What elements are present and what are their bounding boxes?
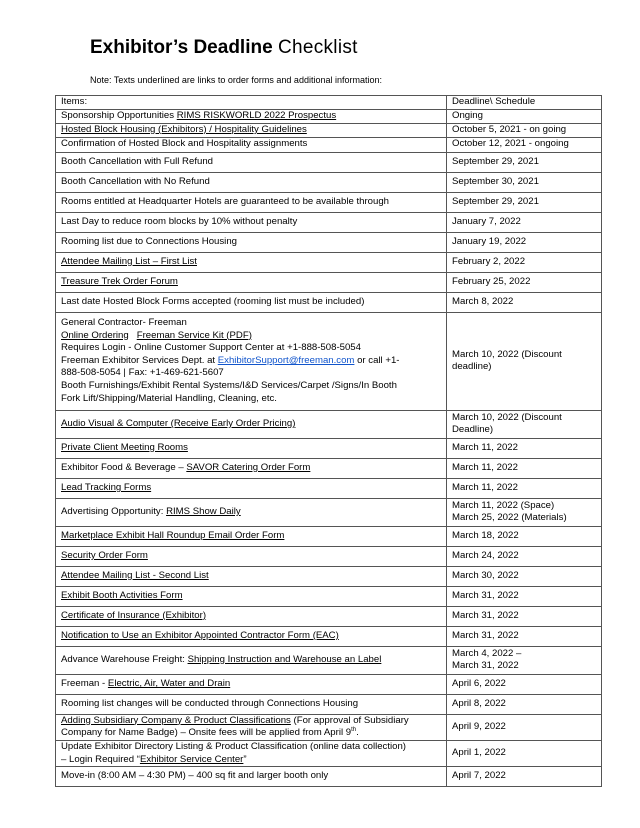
order-form-link[interactable]: Exhibit Booth Activities Form	[61, 589, 183, 601]
order-form-link[interactable]: Electric, Air, Water and Drain	[107, 677, 231, 689]
table-row-freeman	[56, 312, 602, 410]
item-cell: Freeman - Electric, Air, Water and Drain	[56, 674, 447, 694]
note-text: Note: Texts underlined are links to order forms and additional information:	[90, 75, 382, 85]
deadline-cell: March 24, 2022	[447, 546, 602, 566]
deadline-cell: March 31, 2022	[447, 626, 602, 646]
deadline-table	[55, 95, 602, 787]
order-form-link[interactable]: SAVOR Catering Order Form	[186, 461, 311, 473]
deadline-cell: April 8, 2022	[447, 694, 602, 714]
table-row	[56, 546, 602, 566]
item-cell	[56, 566, 447, 586]
deadline-cell: September 29, 2021	[447, 152, 602, 172]
freeman-line5: 888-508-5054 | Fax: +1-469-621-5607	[61, 367, 224, 379]
freeman-date: March 10, 2022 (Discount deadline)	[447, 312, 602, 410]
item-cell	[56, 272, 447, 292]
deadline-cell: February 25, 2022	[447, 272, 602, 292]
table-row	[56, 123, 602, 137]
deadline-cell: January 7, 2022	[447, 212, 602, 232]
table-row-subsidiary: Adding Subsidiary Company & Product Classifications (For approval of Subsidiary Company for Name Badge) – Onsite fees will be applied from April 9th. April 9, 2022	[56, 714, 602, 740]
item-cell	[56, 546, 447, 566]
warehouse-label: Advance Warehouse Freight:	[61, 653, 188, 665]
table-row	[56, 606, 602, 626]
order-form-link[interactable]: RIMS RISKWORLD 2022 Prospectus	[176, 109, 337, 121]
deadline-cell: March 18, 2022	[447, 526, 602, 546]
table-row	[56, 586, 602, 606]
deadline-cell: April 6, 2022	[447, 674, 602, 694]
deadline-cell: March 11, 2022	[447, 438, 602, 458]
table-row	[56, 212, 602, 232]
order-form-link[interactable]: Treasure Trek Order Forum	[61, 275, 178, 287]
deadline-cell: September 29, 2021	[447, 192, 602, 212]
table-row	[56, 458, 602, 478]
item-cell: Rooming list due to Connections Housing	[56, 232, 447, 252]
item-cell: Rooms entitled at Headquarter Hotels are guaranteed to be available through	[56, 192, 447, 212]
subsidiary-date: April 9, 2022	[447, 714, 602, 740]
shipping-instruction-link[interactable]: Shipping Instruction and Warehouse an Label	[187, 653, 382, 665]
item-cell: Booth Cancellation with No Refund	[56, 172, 447, 192]
deadline-cell: September 30, 2021	[447, 172, 602, 192]
directory-date: April 1, 2022	[447, 740, 602, 766]
av-link[interactable]: Audio Visual & Computer (Receive Early Order Pricing)	[61, 417, 296, 429]
header-deadline: Deadline\ Schedule	[447, 96, 602, 110]
advertising-date: March 11, 2022 (Space) March 25, 2022 (Materials)	[447, 498, 602, 526]
show-daily-link[interactable]: RIMS Show Daily	[166, 505, 241, 517]
freeman-line7: Fork Lift/Shipping/Material Handling, Cleaning, etc.	[61, 392, 277, 404]
order-form-link[interactable]: Security Order Form	[61, 549, 148, 561]
table-row	[56, 526, 602, 546]
order-form-link[interactable]: Private Client Meeting Rooms	[61, 441, 188, 453]
freeman-email-link[interactable]: ExhibitorSupport@freeman.com	[217, 354, 355, 366]
item-cell	[56, 606, 447, 626]
freeman-line3: Requires Login - Online Customer Support Center at +1-888-508-5054	[61, 342, 361, 354]
table-row-av	[56, 410, 602, 438]
item-cell: Exhibitor Food & Beverage – SAVOR Catering Order Form	[56, 458, 447, 478]
item-cell: Sponsorship Opportunities RIMS RISKWORLD 2022 Prospectus	[56, 109, 447, 123]
order-form-link[interactable]: Hosted Block Housing (Exhibitors) / Hospitality Guidelines	[61, 123, 307, 135]
item-cell: Confirmation of Hosted Block and Hospitality assignments	[56, 137, 447, 152]
table-row-advertising	[56, 498, 602, 526]
deadline-cell: February 2, 2022	[447, 252, 602, 272]
page-title	[90, 37, 358, 59]
order-form-link[interactable]: Lead Tracking Forms	[61, 481, 152, 493]
item-cell: Rooming list changes will be conducted through Connections Housing	[56, 694, 447, 714]
item-cell: Booth Cancellation with Full Refund	[56, 152, 447, 172]
deadline-cell: Onging	[447, 109, 602, 123]
table-row-directory: Update Exhibitor Directory Listing & Product Classification (online data collection) – Login Required “Exhibitor Service Center” April 1, 2022	[56, 740, 602, 766]
table-row	[56, 172, 602, 192]
deadline-cell: March 31, 2022	[447, 586, 602, 606]
order-form-link[interactable]: Attendee Mailing List – First List	[61, 255, 197, 267]
table-row	[56, 192, 602, 212]
order-form-link[interactable]: Attendee Mailing List - Second List	[61, 569, 209, 581]
freeman-line4a: Freeman Exhibitor Services Dept. at	[61, 354, 218, 366]
online-ordering-link[interactable]: Online Ordering	[61, 329, 129, 341]
advertising-label: Advertising Opportunity:	[61, 505, 167, 517]
table-row	[56, 292, 602, 312]
exhibitor-service-center-link[interactable]: Exhibitor Service Center	[139, 753, 244, 765]
deadline-cell: March 30, 2022	[447, 566, 602, 586]
deadline-cell: March 11, 2022	[447, 478, 602, 498]
freeman-cell	[56, 312, 447, 410]
deadline-cell: October 12, 2021 - ongoing	[447, 137, 602, 152]
table-row	[56, 566, 602, 586]
table-row	[56, 232, 602, 252]
table-row-warehouse	[56, 646, 602, 674]
table-row-movein	[56, 767, 602, 787]
table-row	[56, 109, 602, 123]
av-date: March 10, 2022 (Discount Deadline)	[447, 410, 602, 438]
title-rest: Checklist	[277, 37, 358, 58]
deadline-cell: October 5, 2021 - on going	[447, 123, 602, 137]
header-items: Items:	[56, 96, 447, 110]
table-header-row	[56, 96, 602, 110]
movein-date: April 7, 2022	[447, 767, 602, 787]
deadline-cell: March 31, 2022	[447, 606, 602, 626]
table-row	[56, 252, 602, 272]
movein-text: Move-in (8:00 AM – 4:30 PM) – 400 sq fit and larger booth only	[56, 767, 447, 787]
item-cell	[56, 586, 447, 606]
table-row	[56, 152, 602, 172]
title-bold: Exhibitor’s Deadline	[90, 37, 273, 58]
item-cell	[56, 526, 447, 546]
order-form-link[interactable]: Marketplace Exhibit Hall Roundup Email Order Form	[61, 529, 285, 541]
warehouse-date: March 4, 2022 – March 31, 2022	[447, 646, 602, 674]
table-row	[56, 272, 602, 292]
deadline-cell: March 11, 2022	[447, 458, 602, 478]
order-form-link[interactable]: Certificate of Insurance (Exhibitor)	[61, 609, 207, 621]
table-row	[56, 137, 602, 152]
table-row	[56, 478, 602, 498]
table-row	[56, 438, 602, 458]
item-cell: Last Day to reduce room blocks by 10% without penalty	[56, 212, 447, 232]
item-cell	[56, 478, 447, 498]
subsidiary-link[interactable]: Adding Subsidiary Company & Product Classifications	[61, 714, 291, 726]
table-row	[56, 694, 602, 714]
freeman-service-kit-link[interactable]: Freeman Service Kit (PDF)	[136, 329, 252, 341]
order-form-link[interactable]: Notification to Use an Exhibitor Appointed Contractor Form (EAC)	[61, 629, 339, 641]
deadline-cell: March 8, 2022	[447, 292, 602, 312]
freeman-line6: Booth Furnishings/Exhibit Rental Systems/I&D Services/Carpet /Signs/In Booth	[61, 380, 397, 392]
table-row	[56, 674, 602, 694]
item-cell	[56, 438, 447, 458]
item-cell: Last date Hosted Block Forms accepted (rooming list must be included)	[56, 292, 447, 312]
item-cell	[56, 123, 447, 137]
freeman-line1: General Contractor- Freeman	[61, 316, 187, 328]
table-row	[56, 626, 602, 646]
freeman-line4b: or call +1-	[354, 354, 400, 366]
item-cell	[56, 252, 447, 272]
item-cell	[56, 626, 447, 646]
deadline-cell: January 19, 2022	[447, 232, 602, 252]
